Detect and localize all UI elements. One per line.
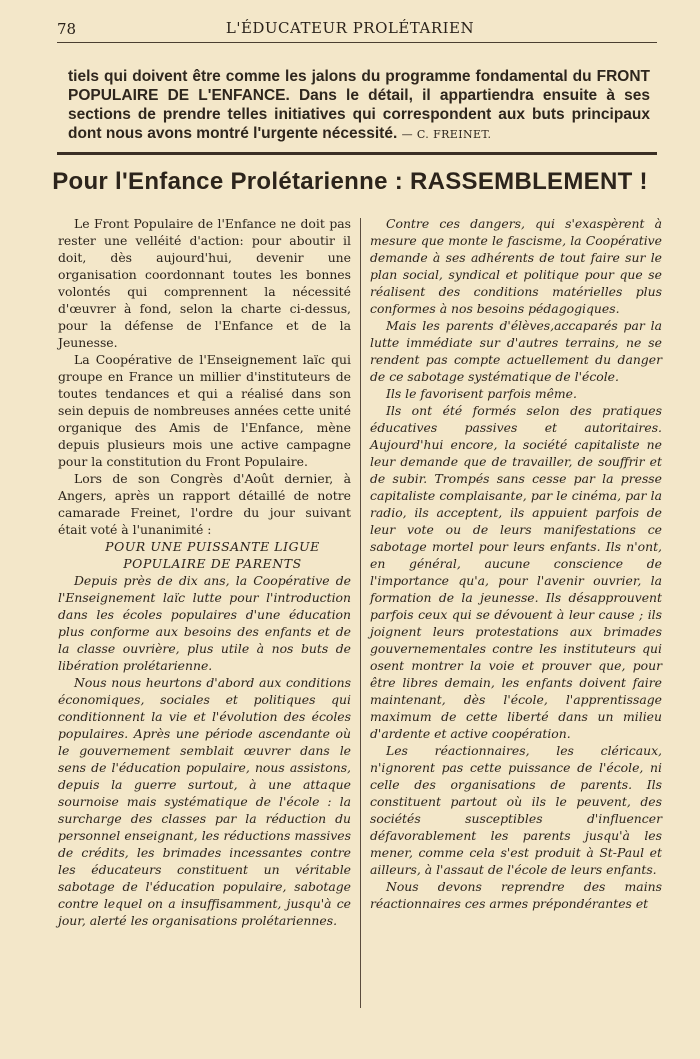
article-title: Pour l'Enfance Prolétarienne : RASSEMBLEMENT ! bbox=[52, 168, 648, 195]
header-rule bbox=[57, 42, 657, 43]
right-paragraph-4: Ils ont été formés selon des pratiques éducatives passives et autoritaires. Aujourd'hui encore, la société capitaliste ne leur demande que de travailler, de souffrir et de subir. Trompés sans cesse par la presse capitaliste complaisante, par le cinéma, par la radio, ils acceptent, ils appuient parfois de leur vote ou de leurs manifestations ce sabotage mortel pour leurs enfants. Ils n'ont, en général, aucune conscience de l'importance qu'a, pour l'avenir ouvrier, la formation de la jeunesse. Ils désapprouvent parfois ceux qui se dévouent à leur cause ; ils joignent leurs protestations aux brimades gouvernementales contre les instituteurs qui osent montrer la voie et prouver que, pour être libres demain, les enfants doivent faire maintenant, dès l'école, l'apprentissage maximum de cette liberté dans un milieu d'ardente et active coopération. bbox=[370, 403, 662, 741]
left-column bbox=[58, 215, 351, 929]
right-column bbox=[370, 215, 662, 912]
left-paragraph-4: Depuis près de dix ans, la Coopérative de l'Enseignement laïc lutte pour l'introduction dans les écoles populaires d'une éducation plus conforme aux besoins des enfants et de la classe ouvrière, plus utile à nos buts de libération prolétarienne. bbox=[58, 573, 351, 673]
column-separator bbox=[360, 218, 361, 1008]
intro-text: tiels qui doivent être comme les jalons du programme fondamental du FRONT POPULAIRE DE L'ENFANCE. Dans le détail, il appartiendra ensuite à ses sections de prendre telles initiatives qui correspondent aux buts principaux dont nous avons montré l'urgente nécessité. bbox=[68, 68, 650, 142]
running-title: L'ÉDUCATEUR PROLÉTARIEN bbox=[225, 19, 475, 37]
motion-subhead-line-2: POPULAIRE DE PARENTS bbox=[123, 556, 302, 571]
right-paragraph-1: Contre ces dangers, qui s'exaspèrent à mesure que monte le fascisme, la Coopérative demande à ses adhérents de tout faire sur le plan social, syndical et politique pour que se réalisent des conditions matérielles plus conformes à nos besoins pédagogiques. bbox=[370, 216, 662, 316]
right-paragraph-6: Nous devons reprendre des mains réactionnaires ces armes prépondérantes et bbox=[370, 879, 662, 911]
left-paragraph-2: La Coopérative de l'Enseignement laïc qui groupe en France un millier d'instituteurs de toutes tendances et qui a réalisé dans son sein depuis de nombreuses années cette unité organique des Amis de l'Enfance, mène depuis plusieurs mois une active campagne pour la constitution du Front Populaire. bbox=[58, 352, 351, 469]
intro-paragraph bbox=[68, 67, 650, 144]
right-paragraph-3: Ils le favorisent parfois même. bbox=[386, 386, 577, 401]
left-paragraph-5: Nous nous heurtons d'abord aux conditions économiques, sociales et politiques qui conditionnent la vie et l'évolution des écoles populaires. Après une période ascendante où le gouvernement semblait œuvrer dans le sens de l'éducation populaire, nous assistons, depuis la guerre surtout, à une attaque sournoise mais systématique de l'école : la surcharge des classes par la réduction du personnel enseignant, les réductions massives de crédits, les brimades incessantes contre les éducateurs constituent un véritable sabotage de l'éducation populaire, sabotage contre lequel on a insuffisamment, jusqu'à ce jour, alerté les organisations prolétariennes. bbox=[58, 675, 351, 928]
motion-subhead-line-1: POUR UNE PUISSANTE LIGUE bbox=[105, 539, 320, 554]
right-paragraph-5: Les réactionnaires, les cléricaux, n'ignorent pas cette puissance de l'école, ni celle des organisations de parents. Ils constituent partout où ils le peuvent, des sociétés susceptibles d'influencer défavorablement les parents jusqu'à les mener, comme cela s'est produit à St-Paul et ailleurs, à l'assaut de l'école de leurs enfants. bbox=[370, 743, 662, 877]
left-paragraph-1: Le Front Populaire de l'Enfance ne doit pas rester une velléité d'action: pour aboutir il doit, dès aujourd'hui, devenir une organisation coordonnant toutes les bonnes volontés qui comprennent la nécessité d'œuvrer à fond, selon la charte ci-dessus, pour la défense de l'Enfance et de la Jeunesse. bbox=[58, 216, 351, 350]
intro-signature: — C. FREINET. bbox=[401, 128, 492, 141]
section-rule bbox=[57, 152, 657, 155]
page-number: 78 bbox=[57, 20, 77, 38]
left-paragraph-3: Lors de son Congrès d'Août dernier, à Angers, après un rapport détaillé de notre camarade Freinet, l'ordre du jour suivant était voté à l'unanimité : bbox=[58, 471, 351, 537]
right-paragraph-2: Mais les parents d'élèves,accaparés par la lutte immédiate sur d'autres terrains, ne se rendent pas compte actuellement du danger de ce sabotage systématique de l'école. bbox=[370, 318, 662, 384]
